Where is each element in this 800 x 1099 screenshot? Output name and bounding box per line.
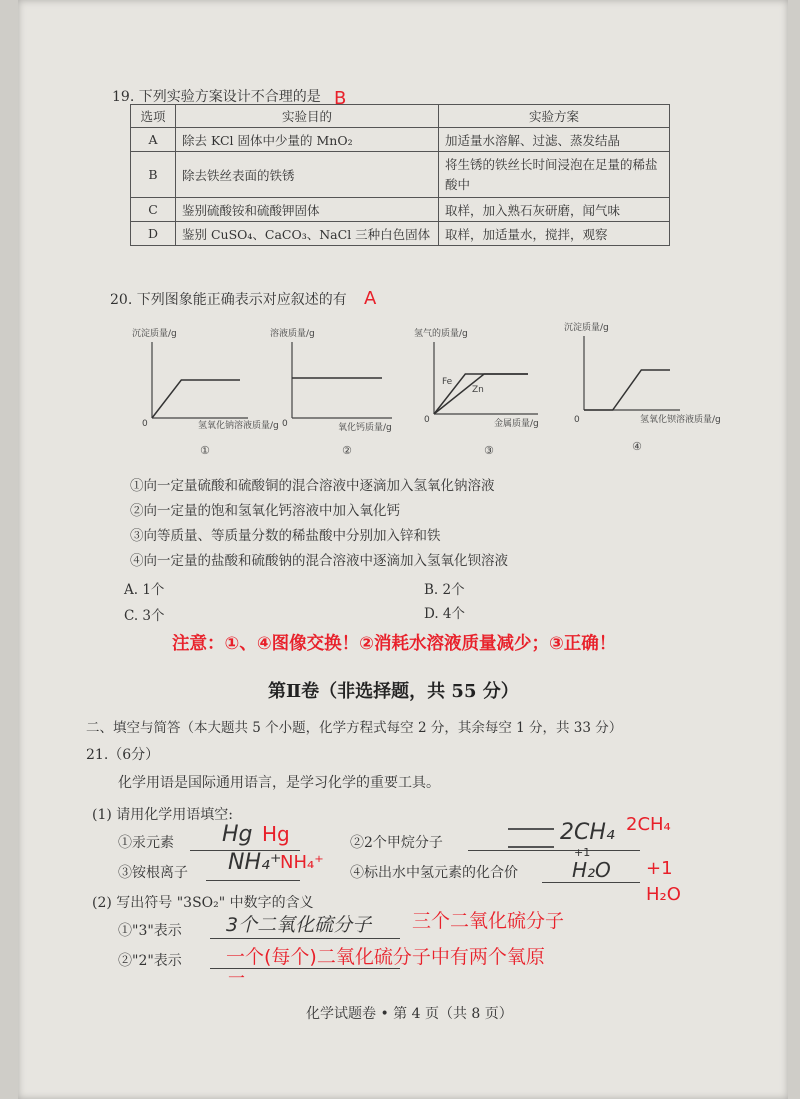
teacher-answer-extra: 一 [228,969,245,989]
series-label-zn: Zn [472,385,484,395]
answer-blank [206,880,300,881]
series-label-fe: Fe [442,377,453,387]
q21-item1: ①汞元素 [118,835,174,851]
chart-origin: 0 [282,419,288,429]
q21-s3: ①"3"表示 [118,923,182,939]
chart-ylabel: 沉淀质量/g [132,329,177,339]
table-cell: 鉴别硫酸铵和硫酸钾固体 [176,198,439,222]
chart-origin: 0 [574,415,580,425]
teacher-answer: NH₄⁺ [280,852,324,873]
q19-answer: B [334,88,347,109]
table-cell: 加适量水溶解、过滤、蒸发结晶 [439,128,670,152]
statement-4: ④向一定量的盐酸和硫酸钠的混合溶液中逐滴加入氢氧化钡溶液 [130,553,508,569]
chart-origin: 0 [142,419,148,429]
table-cell: D [131,222,176,246]
handwritten-answer: 3个二氧化硫分子 [226,914,372,936]
chart-origin: 0 [424,415,430,425]
crossed-out-scribble [508,828,554,848]
q20-answer: A [364,288,377,309]
answer-blank [542,882,640,883]
chart-4 [560,318,730,458]
q20-stem: 20. 下列图象能正确表示对应叙述的有 [110,292,347,308]
handwritten-answer: H₂O [572,858,611,882]
chart-number: ④ [632,440,642,453]
q21-item2: ②2个甲烷分子 [350,835,443,851]
table-cell: 鉴别 CuSO₄、CaCO₃、NaCl 三种白色固体 [176,222,439,246]
q19-table [130,104,670,246]
table-cell: B [131,152,176,198]
q21-sub1: (1) 请用化学用语填空: [92,807,233,823]
section2-heading: 二、填空与简答（本大题共 5 个小题，化学方程式每空 2 分，其余每空 1 分，共 33 分） [86,720,623,736]
q21-item3: ③铵根离子 [118,865,188,881]
teacher-note: 注意：①、④图像交换！②消耗水溶液质量减少；③正确！ [172,634,617,654]
teacher-answer: 一个(每个)二氧化硫分子中有两个氧原 [226,946,545,968]
handwritten-superscript: +1 [574,846,591,859]
q21-s2: ②"2"表示 [118,953,182,969]
table-header: 实验方案 [439,105,670,128]
choice-c: C. 3个 [124,608,165,624]
q21-intro: 化学用语是国际通用语言，是学习化学的重要工具。 [118,775,440,791]
table-cell: C [131,198,176,222]
answer-blank [468,850,640,851]
teacher-answer: +1 [646,858,673,879]
chart-xlabel: 氧化钙质量/g [338,423,392,433]
q19-stem: 19. 下列实验方案设计不合理的是 [112,89,321,105]
chart-xlabel: 金属质量/g [494,419,539,429]
table-header: 选项 [131,105,176,128]
statement-1: ①向一定量硫酸和硫酸铜的混合溶液中逐滴加入氢氧化钠溶液 [130,478,495,494]
page-footer: 化学试题卷 • 第 4 页（共 8 页） [306,1006,513,1022]
chart-number: ③ [484,444,494,457]
series-line [152,380,240,418]
chart-xlabel: 氢氧化钡溶液质量/g [640,415,721,425]
chart-ylabel: 沉淀质量/g [564,323,609,333]
table-cell: 取样，加适量水，搅拌，观察 [439,222,670,246]
table-cell: A [131,128,176,152]
chart-ylabel: 氢气的质量/g [414,329,468,339]
teacher-answer: 2CH₄ [626,814,671,835]
answer-blank [210,938,400,939]
statement-2: ②向一定量的饱和氢氧化钙溶液中加入氧化钙 [130,503,400,519]
series-line [584,370,670,410]
choice-a: A. 1个 [124,582,165,598]
chart-number: ② [342,444,352,457]
handwritten-answer: Hg [222,822,253,847]
handwritten-answer: NH₄⁺ [228,850,282,875]
table-cell: 除去铁丝表面的铁锈 [176,152,439,198]
table-cell: 除去 KCl 固体中少量的 MnO₂ [176,128,439,152]
table-cell: 将生锈的铁丝长时间浸泡在足量的稀盐酸中 [439,152,670,198]
chart-2 [264,322,404,458]
statement-3: ③向等质量、等质量分数的稀盐酸中分别加入锌和铁 [130,528,441,544]
chart-number: ① [200,444,210,457]
chart-3 [410,322,560,458]
teacher-answer: H₂O [646,884,681,905]
table-header: 实验目的 [176,105,439,128]
q21-item4: ④标出水中氢元素的化合价 [350,865,518,881]
chart-1 [128,322,279,458]
handwritten-answer: 2CH₄ [560,820,615,845]
choice-b: B. 2个 [424,582,465,598]
q21-sub2: (2) 写出符号 "3SO₂" 中数字的含义 [92,895,314,911]
teacher-answer: 三个二氧化硫分子 [412,910,565,932]
teacher-answer: Hg [262,822,290,846]
table-cell: 取样，加入熟石灰研磨，闻气味 [439,198,670,222]
chart-xlabel: 氢氧化钠溶液质量/g [198,421,279,431]
choice-d: D. 4个 [424,606,466,622]
part2-title: 第Ⅱ卷（非选择题，共 55 分） [268,681,519,702]
q21-head: 21.（6分） [86,747,160,763]
chart-ylabel: 溶液质量/g [270,329,315,339]
